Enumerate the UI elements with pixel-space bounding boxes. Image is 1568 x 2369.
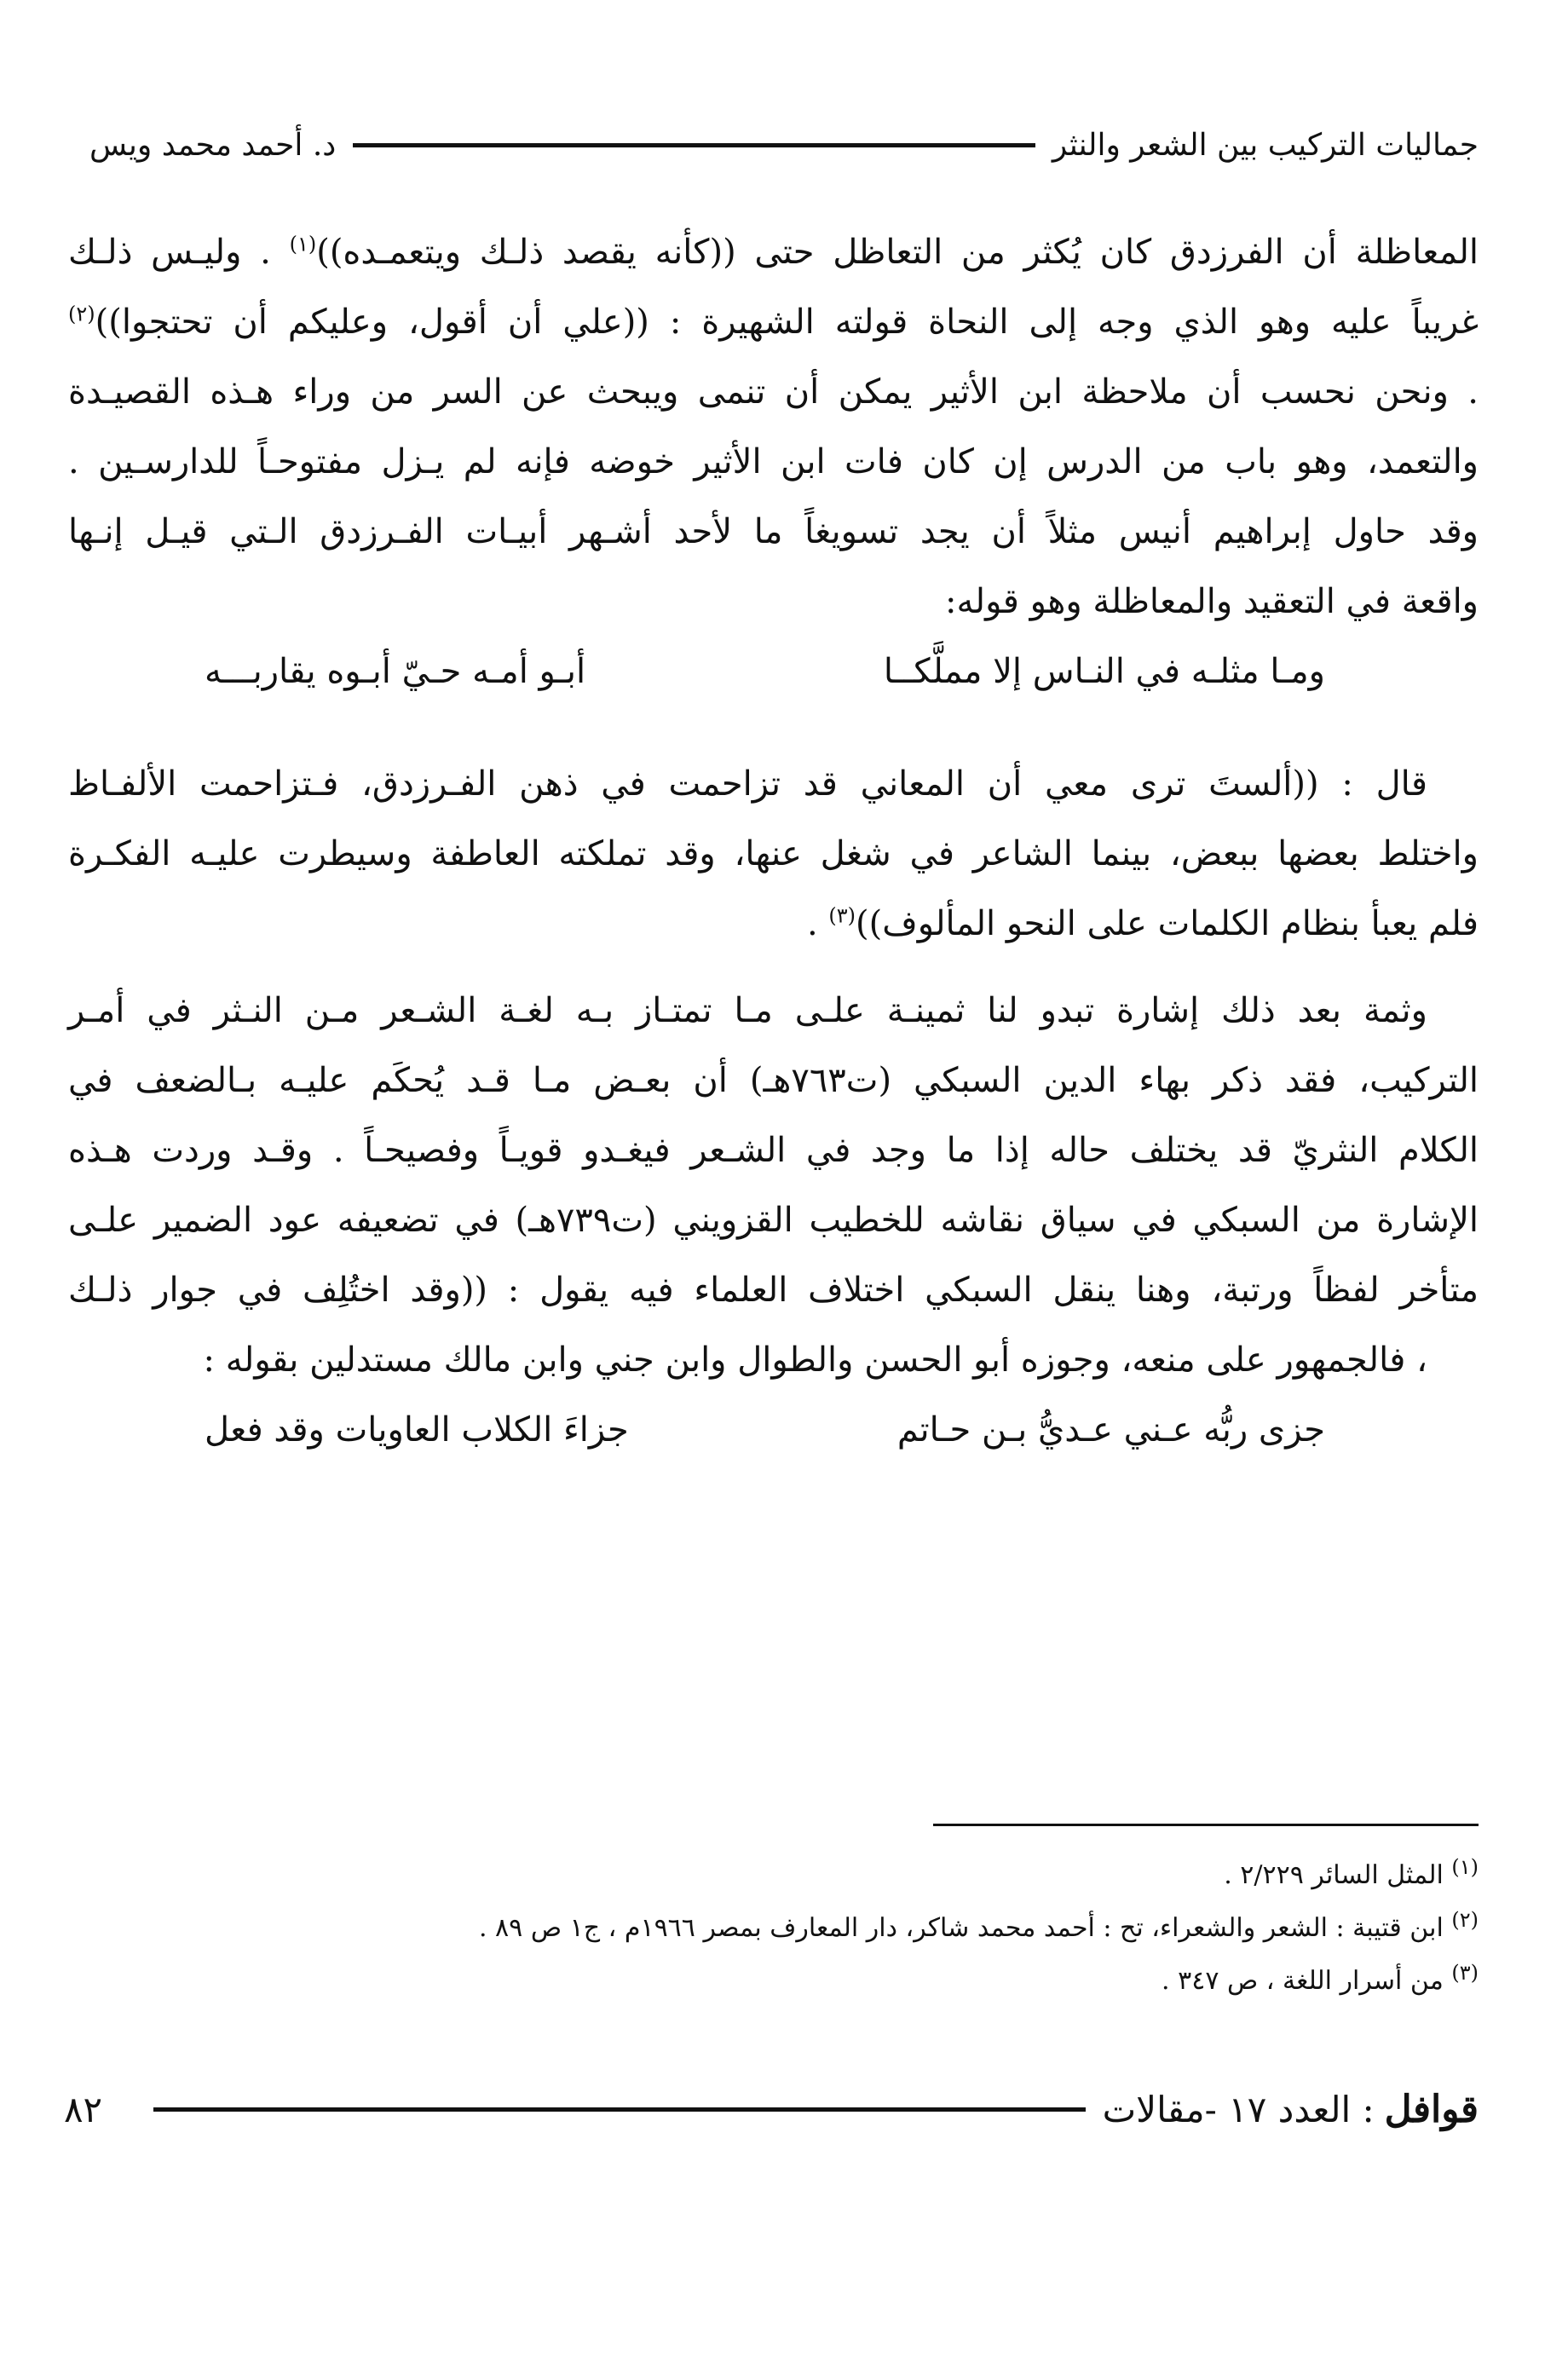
paragraph-2 — [68, 749, 1479, 959]
text-line — [68, 287, 1479, 357]
footnote-text: المثل السائر ٢/٢٢٩ . — [1224, 1860, 1444, 1890]
text-line: قال : ((ألستَ ترى معي أن المعاني قد تزاحمت في ذهن الفـرزدق، فـتزاحمت الألفـاظ — [68, 764, 1427, 804]
verse-hemistich-second: أبـو أمـه حـيّ أبـوه يقاربـــه — [205, 652, 586, 691]
footnote-2 — [170, 1902, 1479, 1955]
verse-hemistich-first: جزى ربُّه عـني عـديُّ بـن حـاتم — [896, 1410, 1325, 1450]
footnote-text: من أسرار اللغة ، ص ٣٤٧ . — [1162, 1966, 1444, 1996]
text-line: . ونحن نحسب أن ملاحظة ابن الأثير يمكن أن تنمى ويبحث عن السر من وراء هـذه القصيـدة — [68, 372, 1479, 412]
paragraph-3 — [68, 976, 1479, 1395]
footnote-ref-3: (٣) — [828, 903, 856, 928]
issue-label: : العدد ١٧ -مقالات — [1102, 2088, 1375, 2130]
header-rule — [353, 143, 1035, 147]
footnote-1 — [170, 1849, 1479, 1902]
footnote-marker: (٣) — [1451, 1961, 1479, 1985]
verse-2 — [68, 1395, 1479, 1465]
text-line: الإشارة من السبكي في سياق نقاشه للخطيب القزويني (ت٧٣٩هـ) في تضعيفه عود الضمير علـى — [68, 1201, 1479, 1240]
footnote-ref-2: (٢) — [68, 302, 95, 326]
text-line: ، فالجمهور على منعه، وجوزه أبو الحسن والطوال وابن جني وابن مالك مستدلين بقوله : — [203, 1340, 1427, 1380]
verse-hemistich-first: ومـا مثلـه في النـاس إلا مملَّكــا — [883, 652, 1325, 691]
text-line: فلم يعبأ بنظام الكلمات على النحو المألوف))$^{(٣)}$ . — [806, 903, 1479, 943]
footnote-marker: (٢) — [1451, 1908, 1479, 1932]
verse-1 — [68, 637, 1479, 706]
line-text: المعاظلة أن الفرزدق كان يُكثر من التعاظل حتى ((كأنه يقصد ذلـك ويتعمـده)) — [316, 233, 1479, 272]
verse-hemistich-second: جزاءَ الكلاب العاويات وقد فعل — [205, 1410, 629, 1450]
text-line: متأخر لفظاً ورتبة، وهنا ينقل السبكي اختلاف العلماء فيه يقول : ((وقد اختُلِف في جوار ذلـك — [68, 1271, 1479, 1310]
line-text-tail: . وليـس ذلـك — [68, 233, 290, 272]
text-line — [68, 217, 1479, 287]
text-line: التركيب، فقد ذكر بهاء الدين السبكي (ت٧٦٣هـ) أن بعـض مـا قـد يُحكَم عليـه بـالضعف في — [68, 1061, 1479, 1100]
text-line: والتعمد، وهو باب من الدرس إن كان فات ابن الأثير خوضه فإنه لم يـزل مفتوحـاً للدارسـين . — [68, 442, 1479, 481]
footnote-marker: (١) — [1451, 1855, 1479, 1879]
page-number: ٨٢ — [64, 2088, 103, 2130]
line-text: غريباً عليه وهو الذي وجه إلى النحاة قولته الشهيرة : ((علي أن أقول، وعليكم أن تحتجوا)) — [95, 303, 1479, 342]
text-line: وثمة بعد ذلك إشارة تبدو لنا ثمينـة علـى مـا تمتـاز بـه لغـة الشـعر مـن النـثر في أمـر — [68, 991, 1427, 1030]
text-line: الكلام النثريّ قد يختلف حاله إذا ما وجد في الشـعر فيغـدو قويـاً وفصيحـاً . وقـد وردت هـذه — [68, 1131, 1479, 1170]
header-title: جماليات التركيب بين الشعر والنثر — [1052, 127, 1479, 163]
text-line: واختلط بعضها ببعض، بينما الشاعر في شغل عنها، وقد تملكته العاطفة وسيطرت عليـه الفكـرة — [68, 834, 1479, 873]
text-line: وقد حاول إبراهيم أنيس مثلاً أن يجد تسويغاً ما لأحد أشـهر أبيـات الفـرزدق الـتي قيـل إنـها — [68, 512, 1479, 551]
footnote-ref-1: (١) — [289, 232, 317, 256]
journal-name: قوافل — [1384, 2087, 1479, 2131]
header-author: د. أحمد محمد ويس — [89, 127, 337, 163]
footer-rule — [153, 2107, 1086, 2112]
paragraph-1 — [68, 217, 1479, 637]
footnotes — [170, 1849, 1479, 2008]
page-footer — [64, 2079, 1479, 2139]
text-line: واقعة في التعقيد والمعاظلة وهو قوله: — [944, 582, 1479, 621]
running-header — [89, 119, 1479, 170]
body-text — [68, 217, 1479, 1465]
footnote-separator — [933, 1824, 1479, 1826]
footnote-text: ابن قتيبة : الشعر والشعراء، تح : أحمد محمد شاكر، دار المعارف بمصر ١٩٦٦م ، ج١ ص ٨٩ . — [478, 1913, 1444, 1943]
line-text: فلم يعبأ بنظام الكلمات على النحو المألوف)) — [856, 904, 1479, 943]
footnote-3 — [170, 1955, 1479, 2008]
